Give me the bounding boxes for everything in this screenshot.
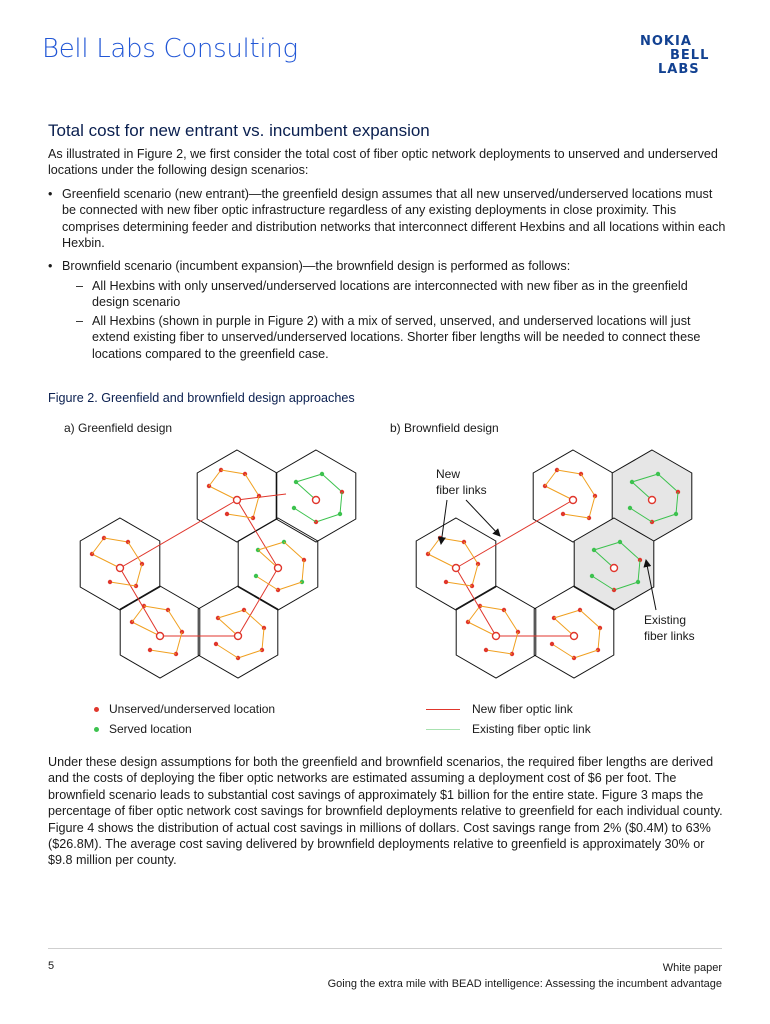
sub-item: – All Hexbins with only unserved/underserved locations are interconnected with new fiber as in the greenfield design scenario	[62, 278, 728, 311]
hub-node	[235, 633, 242, 640]
distribution-link	[227, 514, 253, 518]
feeder-link	[238, 568, 278, 636]
distribution-link	[238, 650, 262, 658]
panel-b-title: b) Brownfield design	[390, 421, 499, 435]
distribution-link	[468, 606, 480, 622]
distribution-link	[545, 486, 573, 500]
distribution-link	[504, 610, 518, 632]
legend-new-link	[426, 702, 573, 716]
distribution-link	[92, 538, 104, 554]
bullet-brownfield	[48, 258, 728, 362]
legend-existing-link	[426, 722, 591, 736]
hub-node	[649, 497, 656, 504]
distribution-link	[262, 628, 264, 650]
unserved-location	[550, 642, 554, 646]
hub-node	[571, 633, 578, 640]
served-location	[254, 574, 258, 578]
served-location	[628, 506, 632, 510]
distribution-link	[258, 542, 284, 550]
distribution-link	[574, 650, 598, 658]
hub-node	[313, 497, 320, 504]
hub-node	[234, 497, 241, 504]
distribution-link	[554, 610, 580, 618]
brownfield-sub-list	[62, 278, 728, 362]
sub-item: – All Hexbins (shown in purple in Figure 2) with a mix of served, unserved, and underserved locations will just extend existing fiber to unserved/underserved locations. Shorter fiber lengths will be needed to connect these locations compared to the greenfield case.	[62, 313, 728, 362]
annotation-existing-line-2: fiber links	[644, 629, 695, 643]
distribution-link	[464, 542, 478, 564]
intro-paragraph: As illustrated in Figure 2, we first consider the total cost of fiber optic network deployments to unserved and underserved locations under the following design scenarios:	[48, 147, 718, 178]
distribution-link	[428, 538, 440, 554]
footer-doc-title: Going the extra mile with BEAD intelligence: Assessing the incumbent advantage	[327, 978, 722, 990]
annotation-arrow	[466, 500, 500, 536]
footer-doc-info	[328, 960, 722, 992]
panel-a-title: a) Greenfield design	[64, 421, 173, 435]
distribution-link	[316, 514, 340, 522]
distribution-link	[284, 542, 304, 560]
distribution-link	[486, 650, 512, 654]
distribution-link	[244, 610, 264, 628]
annotation-new-line-1: New	[436, 467, 461, 481]
section-heading: Total cost for new entrant vs. incumbent expansion	[48, 121, 430, 140]
footer-doc-type: White paper	[662, 962, 722, 974]
unserved-location	[214, 642, 218, 646]
feeder-link	[237, 494, 286, 500]
legend-served	[94, 722, 192, 736]
brand-title: Bell Labs Consulting	[42, 34, 298, 64]
unserved-location	[108, 580, 112, 584]
hub-node	[453, 565, 460, 572]
unserved-location	[225, 512, 229, 516]
distribution-link	[253, 496, 259, 518]
annotation-existing-line-1: Existing	[644, 613, 687, 627]
distribution-link	[128, 542, 142, 564]
closing-paragraph: Under these design assumptions for both the greenfield and brownfield scenarios, the required fiber lengths are derived and the costs of deploying the fiber optic networks are estimated assuming a deployment cost of $6 per foot. The brownfield scenario leads to substantial cost savings of approximately $1 billion for the entire state. Figure 3 maps the percentage of fiber optic network cost savings for brownfield deployments relative to greenfield for each individual county. Figure 4 shows the distribution of actual cost savings in millions of dollars. Cost savings range from 2% ($0.4M) to 63% ($26.8M). The average cost saving delivered by brownfield deployments relative to greenfield is approximately 30% or $9.8 million per county.	[48, 755, 723, 868]
served-dot-icon	[94, 727, 99, 732]
greenfield-panel	[80, 450, 356, 678]
distribution-link	[256, 576, 278, 590]
hub-node	[493, 633, 500, 640]
distribution-link	[278, 582, 302, 590]
unserved-location	[561, 512, 565, 516]
distribution-link	[245, 474, 259, 496]
distribution-link	[218, 610, 244, 618]
distribution-link	[296, 474, 322, 482]
annotation-new-line-2: fiber links	[436, 483, 487, 497]
logo-line-1: NOKIA	[640, 34, 692, 49]
distribution-link	[563, 514, 589, 518]
distribution-link	[589, 496, 595, 518]
scenario-list	[48, 186, 728, 368]
distribution-link	[110, 582, 136, 586]
distribution-link	[221, 470, 245, 474]
legend-new-link-label: New fiber optic link	[472, 702, 573, 716]
distribution-link	[150, 650, 176, 654]
existing-link-line-icon	[426, 729, 460, 730]
bullet-greenfield	[48, 186, 728, 252]
hub-node	[570, 497, 577, 504]
distribution-link	[209, 470, 221, 486]
distribution-link	[580, 610, 600, 628]
hub-node	[611, 565, 618, 572]
unserved-location	[148, 648, 152, 652]
logo-line-3: LABS	[658, 62, 700, 76]
logo-line-2: BELL	[670, 48, 710, 63]
distribution-link	[176, 632, 182, 654]
distribution-link	[92, 554, 120, 568]
nokia-bell-labs-logo	[630, 30, 725, 76]
distribution-link	[168, 610, 182, 632]
distribution-link	[545, 470, 557, 486]
distribution-link	[104, 538, 128, 542]
distribution-link	[440, 538, 464, 542]
distribution-link	[322, 474, 342, 492]
feeder-link	[237, 500, 278, 568]
distribution-link	[294, 508, 316, 522]
served-location	[590, 574, 594, 578]
legend-served-label: Served location	[109, 722, 192, 736]
unserved-dot-icon	[94, 707, 99, 712]
distribution-link	[472, 564, 478, 586]
legend-unserved	[94, 702, 275, 716]
hub-node	[157, 633, 164, 640]
legend-unserved-label: Unserved/underserved location	[109, 702, 276, 716]
unserved-location	[484, 648, 488, 652]
distribution-link	[581, 474, 595, 496]
distribution-link	[209, 486, 237, 500]
served-location	[292, 506, 296, 510]
annotation-arrow	[441, 500, 447, 544]
hub-node	[117, 565, 124, 572]
new-link-line-icon	[426, 709, 460, 710]
footer-divider	[48, 948, 722, 949]
distribution-link	[340, 492, 342, 514]
distribution-link	[144, 606, 168, 610]
unserved-location	[444, 580, 448, 584]
bullet-greenfield-text: Greenfield scenario (new entrant)—the greenfield design assumes that all new unserved/underserved locations must be connected with new fiber optic infrastructure regardless of any existing deployments in close proximity. This comprises determining feeder and distribution networks that interconnect different Hexbins and all locations within each Hexbin.	[62, 187, 726, 251]
distribution-link	[480, 606, 504, 610]
legend-existing-link-label: Existing fiber optic link	[472, 722, 591, 736]
bullet-brownfield-text: Brownfield scenario (incumbent expansion)—the brownfield design is performed as follows:	[62, 258, 571, 273]
distribution-link	[446, 582, 472, 586]
distribution-link	[512, 632, 518, 654]
distribution-link	[136, 564, 142, 586]
page-number: 5	[48, 960, 55, 972]
distribution-link	[132, 606, 144, 622]
design-diagram	[0, 440, 770, 700]
new-fiber-annotation	[436, 467, 500, 544]
distribution-link	[302, 560, 304, 582]
distribution-link	[557, 470, 581, 474]
distribution-link	[552, 644, 574, 658]
distribution-link	[598, 628, 600, 650]
distribution-link	[216, 644, 238, 658]
distribution-link	[428, 554, 456, 568]
figure-caption: Figure 2. Greenfield and brownfield design approaches	[48, 391, 355, 405]
hub-node	[275, 565, 282, 572]
